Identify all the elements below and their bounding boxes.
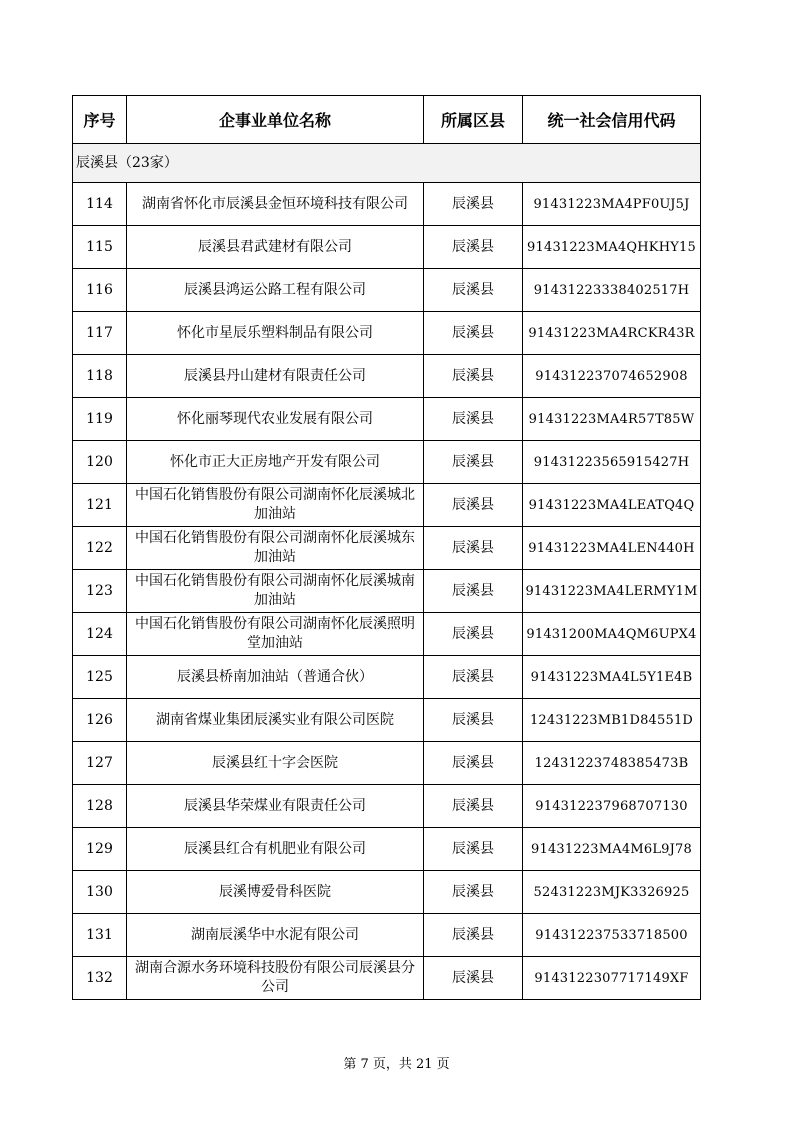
cell-name: 中国石化销售股份有限公司湖南怀化辰溪城北加油站	[127, 484, 424, 527]
cell-name: 湖南辰溪华中水泥有限公司	[127, 914, 424, 957]
table-row	[73, 183, 701, 226]
cell-code: 91431223MA4R57T85W	[523, 398, 701, 441]
cell-district: 辰溪县	[424, 828, 523, 871]
cell-district: 辰溪县	[424, 570, 523, 613]
cell-seq: 121	[73, 484, 127, 527]
cell-code: 91431223MA4LEATQ4Q	[523, 484, 701, 527]
cell-name: 辰溪县桥南加油站（普通合伙）	[127, 656, 424, 699]
header-name: 企事业单位名称	[127, 96, 424, 144]
table-row	[73, 441, 701, 484]
cell-code: 914312237074652908	[523, 355, 701, 398]
table-row	[73, 785, 701, 828]
table-row	[73, 957, 701, 1000]
cell-seq: 126	[73, 699, 127, 742]
cell-seq: 131	[73, 914, 127, 957]
cell-name: 辰溪县华荣煤业有限责任公司	[127, 785, 424, 828]
cell-name: 怀化市星辰乐塑料制品有限公司	[127, 312, 424, 355]
table-row	[73, 484, 701, 527]
cell-seq: 116	[73, 269, 127, 312]
cell-name: 怀化丽琴现代农业发展有限公司	[127, 398, 424, 441]
cell-district: 辰溪县	[424, 871, 523, 914]
cell-seq: 118	[73, 355, 127, 398]
table-row	[73, 871, 701, 914]
cell-seq: 132	[73, 957, 127, 1000]
cell-district: 辰溪县	[424, 355, 523, 398]
cell-seq: 124	[73, 613, 127, 656]
enterprise-table	[72, 95, 701, 1000]
cell-name: 中国石化销售股份有限公司湖南怀化辰溪城南加油站	[127, 570, 424, 613]
cell-name: 辰溪县鸿运公路工程有限公司	[127, 269, 424, 312]
table-row	[73, 613, 701, 656]
cell-seq: 129	[73, 828, 127, 871]
cell-name: 怀化市正大正房地产开发有限公司	[127, 441, 424, 484]
cell-seq: 115	[73, 226, 127, 269]
cell-seq: 127	[73, 742, 127, 785]
cell-district: 辰溪县	[424, 957, 523, 1000]
header-district: 所属区县	[424, 96, 523, 144]
table-row	[73, 742, 701, 785]
cell-code: 12431223748385473B	[523, 742, 701, 785]
cell-seq: 120	[73, 441, 127, 484]
cell-seq: 114	[73, 183, 127, 226]
cell-name: 辰溪县君武建材有限公司	[127, 226, 424, 269]
table-row	[73, 398, 701, 441]
table-row	[73, 355, 701, 398]
cell-name: 辰溪县红十字会医院	[127, 742, 424, 785]
cell-name: 湖南合源水务环境科技股份有限公司辰溪县分公司	[127, 957, 424, 1000]
cell-code: 914312237533718500	[523, 914, 701, 957]
table-row	[73, 269, 701, 312]
cell-name: 中国石化销售股份有限公司湖南怀化辰溪城东加油站	[127, 527, 424, 570]
cell-district: 辰溪县	[424, 312, 523, 355]
cell-name: 辰溪县红合有机肥业有限公司	[127, 828, 424, 871]
cell-code: 914312237968707130	[523, 785, 701, 828]
table-row	[73, 312, 701, 355]
cell-seq: 122	[73, 527, 127, 570]
cell-name: 湖南省怀化市辰溪县金恒环境科技有限公司	[127, 183, 424, 226]
cell-code: 91431223MA4QHKHY15	[523, 226, 701, 269]
cell-district: 辰溪县	[424, 398, 523, 441]
table-row	[73, 527, 701, 570]
cell-seq: 119	[73, 398, 127, 441]
cell-name: 湖南省煤业集团辰溪实业有限公司医院	[127, 699, 424, 742]
cell-district: 辰溪县	[424, 183, 523, 226]
cell-district: 辰溪县	[424, 699, 523, 742]
cell-seq: 130	[73, 871, 127, 914]
cell-district: 辰溪县	[424, 613, 523, 656]
cell-code: 52431223MJK3326925	[523, 871, 701, 914]
cell-code: 9143122307717149XF	[523, 957, 701, 1000]
cell-district: 辰溪县	[424, 742, 523, 785]
cell-seq: 123	[73, 570, 127, 613]
table-row	[73, 656, 701, 699]
cell-district: 辰溪县	[424, 441, 523, 484]
cell-code: 91431223MA4L5Y1E4B	[523, 656, 701, 699]
cell-code: 91431223338402517H	[523, 269, 701, 312]
header-seq: 序号	[73, 96, 127, 144]
page-footer: 第 7 页，共 21 页	[343, 1057, 450, 1072]
table-row	[73, 699, 701, 742]
cell-code: 91431223MA4LEN440H	[523, 527, 701, 570]
cell-district: 辰溪县	[424, 226, 523, 269]
cell-seq: 117	[73, 312, 127, 355]
group-row	[73, 144, 701, 183]
cell-district: 辰溪县	[424, 656, 523, 699]
cell-code: 91431223MA4RCKR43R	[523, 312, 701, 355]
table-row	[73, 828, 701, 871]
cell-code: 91431223565915427H	[523, 441, 701, 484]
cell-name: 辰溪县丹山建材有限责任公司	[127, 355, 424, 398]
cell-code: 91431223MA4LERMY1M	[523, 570, 701, 613]
table-row	[73, 570, 701, 613]
cell-code: 12431223MB1D84551D	[523, 699, 701, 742]
header-code: 统一社会信用代码	[523, 96, 701, 144]
cell-district: 辰溪县	[424, 914, 523, 957]
cell-seq: 128	[73, 785, 127, 828]
cell-district: 辰溪县	[424, 527, 523, 570]
cell-seq: 125	[73, 656, 127, 699]
table-row	[73, 226, 701, 269]
header-row	[73, 96, 701, 144]
cell-district: 辰溪县	[424, 785, 523, 828]
cell-district: 辰溪县	[424, 269, 523, 312]
cell-name: 辰溪博爱骨科医院	[127, 871, 424, 914]
cell-code: 91431200MA4QM6UPX4	[523, 613, 701, 656]
cell-code: 91431223MA4PF0UJ5J	[523, 183, 701, 226]
cell-name: 中国石化销售股份有限公司湖南怀化辰溪照明堂加油站	[127, 613, 424, 656]
cell-code: 91431223MA4M6L9J78	[523, 828, 701, 871]
cell-district: 辰溪县	[424, 484, 523, 527]
group-label: 辰溪县（23家）	[73, 144, 701, 183]
table-row	[73, 914, 701, 957]
